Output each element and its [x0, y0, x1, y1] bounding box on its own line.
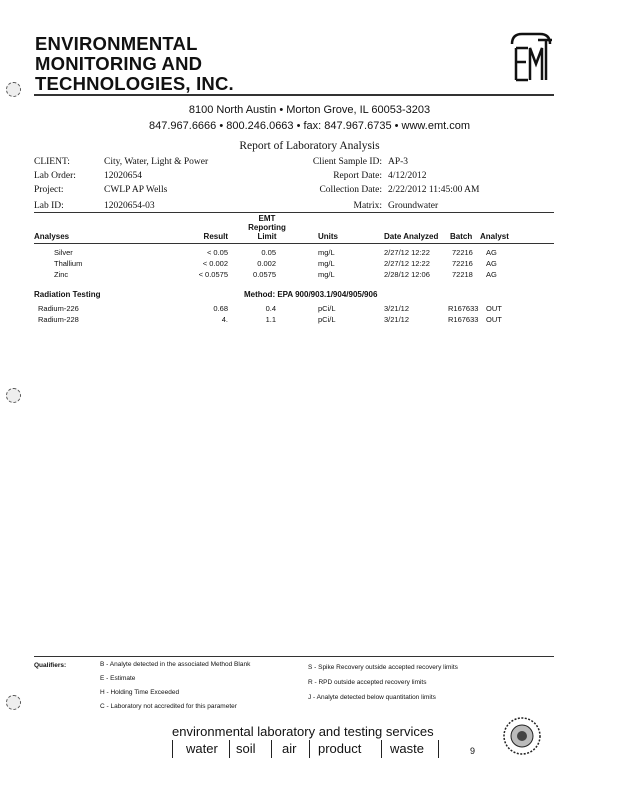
company-name-line3: TECHNOLOGIES, INC. — [35, 73, 234, 94]
collection-date-label: Collection Date: — [319, 185, 382, 195]
qualifier-b: B - Analyte detected in the associated Method Blank — [100, 661, 251, 668]
row-date: 2/27/12 12:22 — [384, 259, 430, 268]
row-result: < 0.002 — [202, 259, 228, 268]
row-analyst: AG — [486, 248, 497, 257]
row-analyst: OUT — [486, 315, 502, 324]
row-units: mg/L — [318, 248, 335, 257]
row-result: 4. — [221, 315, 228, 324]
collection-date-value: 2/22/2012 11:45:00 AM — [388, 185, 480, 195]
row-units: pCi/L — [318, 315, 336, 324]
qualifiers-label: Qualifiers: — [34, 662, 67, 669]
project-label: Project: — [34, 185, 64, 195]
row-limit: 0.05 — [261, 248, 276, 257]
client-value: City, Water, Light & Power — [104, 157, 209, 167]
qualifier-e: E - Estimate — [100, 675, 136, 682]
company-name-line1: ENVIRONMENTAL — [35, 33, 198, 54]
category-separator — [438, 740, 439, 758]
row-date: 3/21/12 — [384, 304, 410, 313]
qualifiers-divider — [34, 656, 554, 657]
row-analysis: Thallium — [54, 259, 83, 268]
header-divider — [34, 94, 554, 96]
row-batch: 72216 — [452, 248, 473, 257]
punch-hole — [6, 388, 21, 403]
qualifier-h: H - Holding Time Exceeded — [100, 689, 180, 696]
header-date-analyzed: Date Analyzed — [384, 232, 439, 241]
row-batch: R167633 — [448, 315, 479, 324]
section-title-radiation: Radiation Testing — [34, 290, 101, 299]
lab-order-label: Lab Order: — [34, 171, 76, 181]
client-sample-label: Client Sample ID: — [312, 157, 382, 167]
row-analysis: Radium-228 — [38, 315, 79, 324]
row-analysis: Zinc — [54, 270, 69, 279]
category-product: product — [318, 741, 362, 756]
row-limit: 0.002 — [257, 259, 276, 268]
header-batch: Batch — [450, 232, 473, 241]
row-analyst: AG — [486, 270, 497, 279]
row-units: mg/L — [318, 270, 335, 279]
client-sample-value: AP-3 — [388, 157, 409, 167]
header-units: Units — [318, 232, 338, 241]
punch-hole — [6, 695, 21, 710]
report-date-value: 4/12/2012 — [388, 171, 427, 181]
footer-category-bar — [172, 741, 472, 757]
category-water: water — [186, 741, 218, 756]
report-date-label: Report Date: — [333, 171, 382, 181]
row-analysis: Silver — [54, 248, 73, 257]
row-date: 3/21/12 — [384, 315, 410, 324]
category-separator — [309, 740, 310, 758]
row-analysis: Radium-226 — [38, 304, 79, 313]
punch-hole — [6, 82, 21, 97]
matrix-label: Matrix: — [353, 201, 382, 211]
row-units: pCi/L — [318, 304, 336, 313]
info-divider — [34, 212, 554, 213]
matrix-value: Groundwater — [388, 201, 439, 211]
qualifier-s: S - Spike Recovery outside accepted recovery limits — [308, 664, 458, 671]
category-separator — [229, 740, 230, 758]
row-analyst: AG — [486, 259, 497, 268]
row-limit: 0.0575 — [253, 270, 276, 279]
row-batch: 72218 — [452, 270, 473, 279]
company-name-line2: MONITORING AND — [35, 53, 203, 74]
category-separator — [172, 740, 173, 758]
row-date: 2/27/12 12:22 — [384, 248, 430, 257]
table-header-divider — [34, 243, 554, 244]
row-result: < 0.05 — [206, 248, 228, 257]
category-separator — [381, 740, 382, 758]
lab-id-value: 12020654-03 — [104, 201, 155, 211]
row-units: mg/L — [318, 259, 335, 268]
accreditation-seal-icon — [502, 716, 542, 756]
emt-logo — [506, 30, 556, 86]
row-analyst: OUT — [486, 304, 502, 313]
row-limit: 1.1 — [265, 315, 276, 324]
row-batch: 72216 — [452, 259, 473, 268]
category-air: air — [282, 741, 297, 756]
company-contact: 847.967.6666 • 800.246.0663 • fax: 847.967.6735 • www.emt.com — [149, 120, 470, 132]
header-limit-line1: EMT — [258, 214, 276, 223]
qualifier-r: R - RPD outside accepted recovery limits — [308, 679, 427, 686]
qualifier-c: C - Laboratory not accredited for this parameter — [100, 703, 237, 710]
row-batch: R167633 — [448, 304, 479, 313]
header-analyst: Analyst — [480, 232, 509, 241]
lab-order-value: 12020654 — [104, 171, 142, 181]
company-address: 8100 North Austin • Morton Grove, IL 60053-3203 — [188, 104, 431, 116]
category-soil: soil — [236, 741, 256, 756]
row-limit: 0.4 — [265, 304, 276, 313]
row-date: 2/28/12 12:06 — [384, 270, 430, 279]
project-value: CWLP AP Wells — [104, 185, 168, 195]
section-method: Method: EPA 900/903.1/904/905/906 — [244, 290, 378, 299]
category-waste: waste — [390, 741, 424, 756]
report-title: Report of Laboratory Analysis — [239, 140, 380, 152]
lab-id-label: Lab ID: — [34, 201, 64, 211]
client-label: CLIENT: — [34, 157, 70, 167]
header-limit-line3: Limit — [257, 232, 277, 241]
footer-tagline: environmental laboratory and testing services — [172, 724, 434, 739]
header-analyses: Analyses — [34, 232, 70, 241]
category-separator — [271, 740, 272, 758]
row-result: 0.68 — [213, 304, 228, 313]
page-number: 9 — [470, 746, 476, 756]
row-result: < 0.0575 — [198, 270, 228, 279]
header-limit-line2: Reporting — [248, 223, 286, 232]
qualifier-j: J - Analyte detected below quantitation limits — [308, 694, 436, 701]
header-result: Result — [203, 232, 228, 241]
